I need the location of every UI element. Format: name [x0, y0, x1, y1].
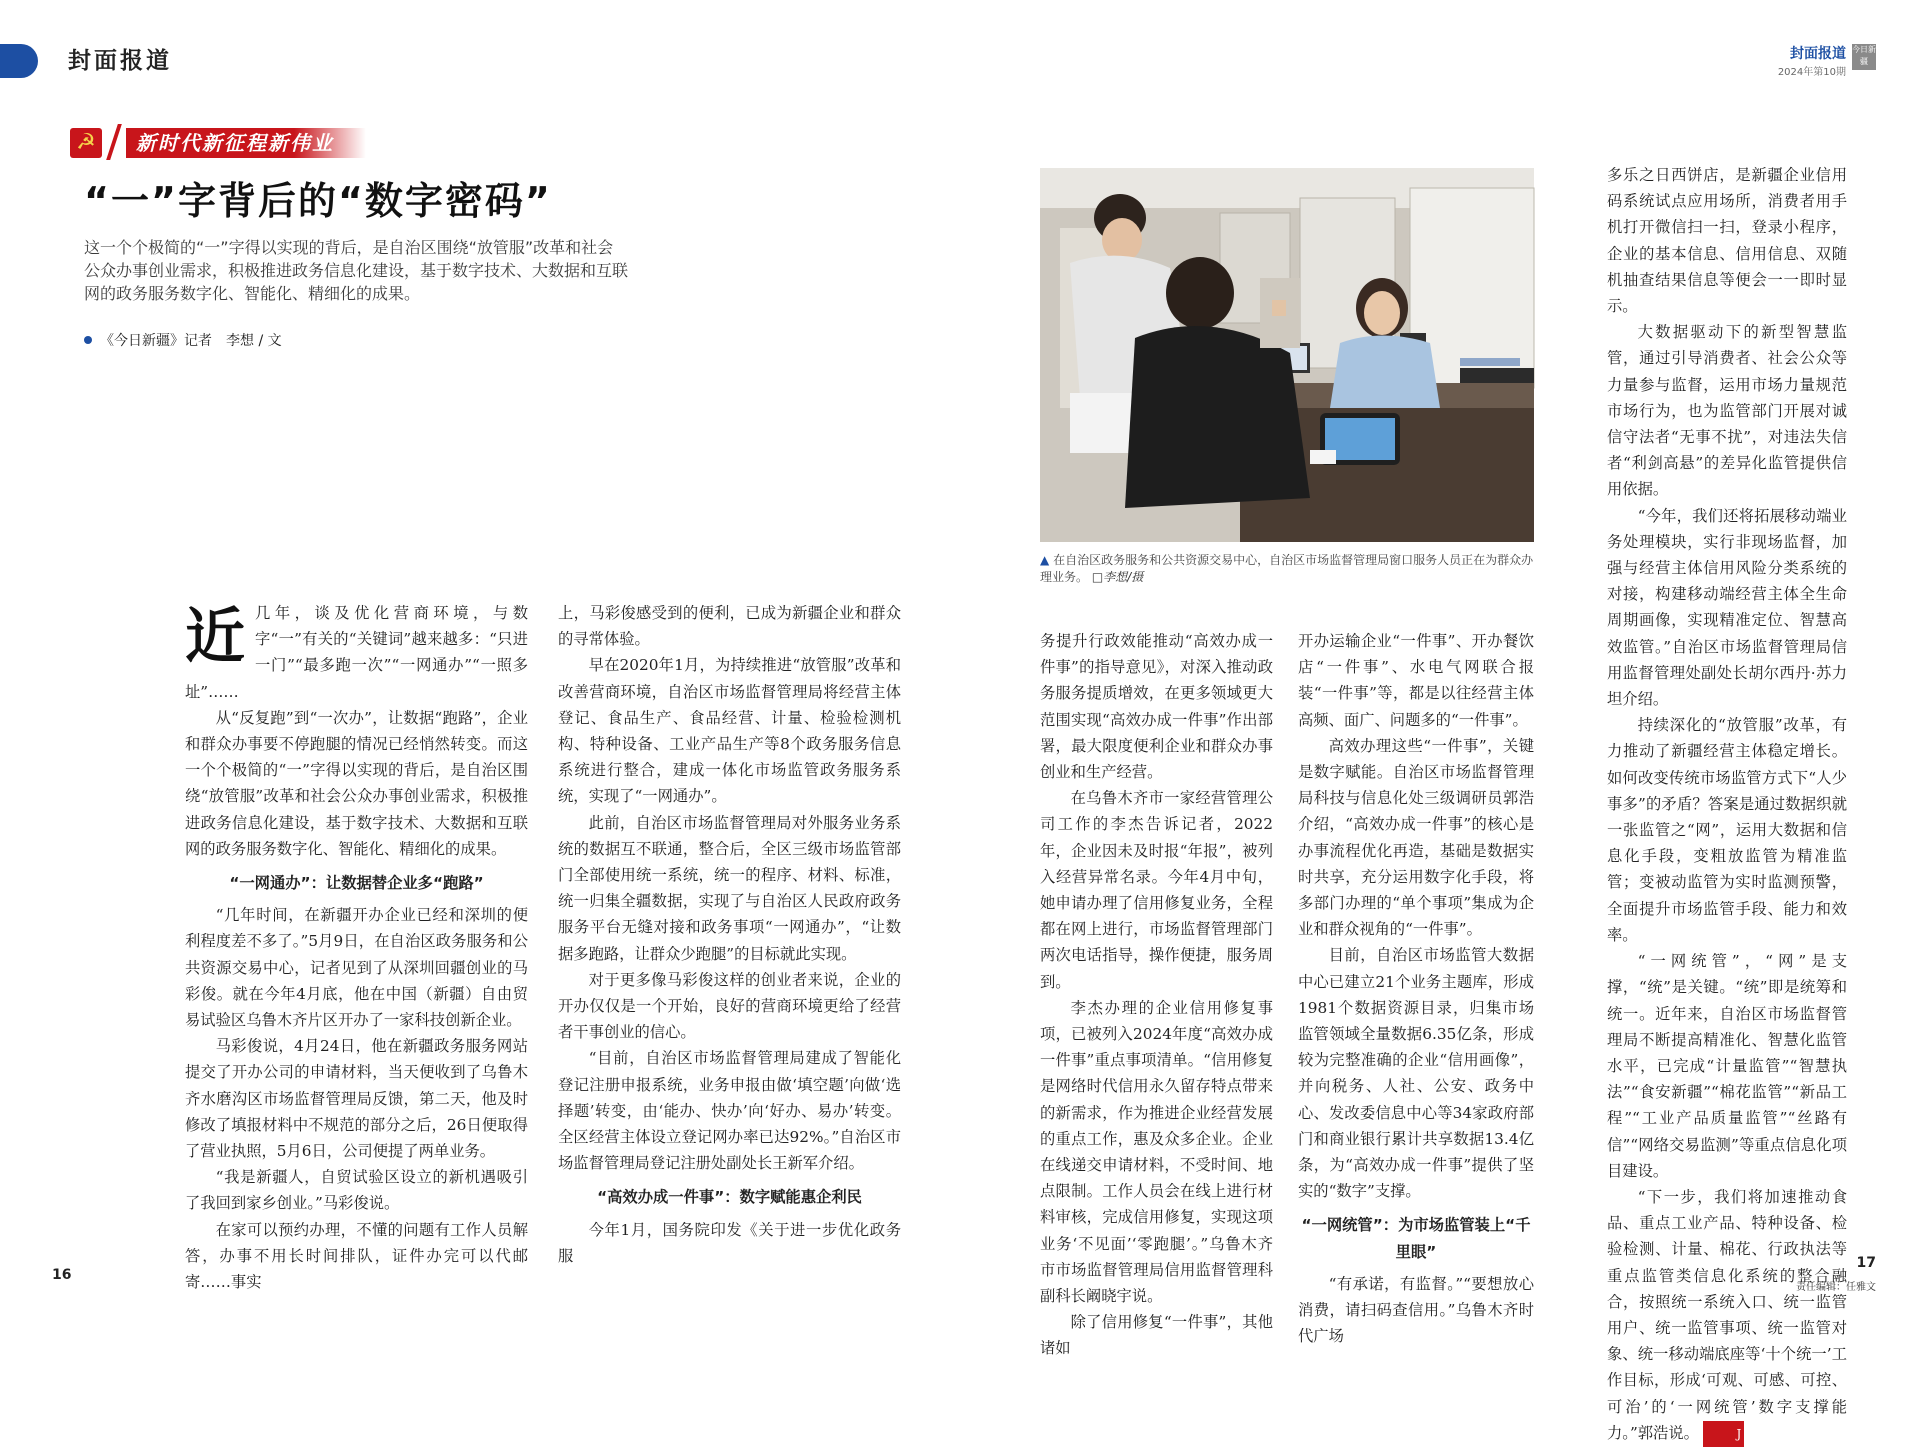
page-number-right: 17 [1856, 1255, 1876, 1271]
page-number-left: 16 [52, 1267, 72, 1283]
byline: 《今日新疆》记者 李想 / 文 [84, 330, 282, 350]
section-label: 封面报道 [68, 47, 172, 74]
paragraph: 从“反复跑”到“一次办”，让数据“跑路”，企业和群众办事要不停跑腿的情况已经悄然转变。而这一个个极简的“一”字得以实现的背后，是自治区围绕“放管服”改革和社会公众办事创业需求，积极推进政务信息化建设，基于数字技术、大数据和互联网的政务服务数字化、智能化、精细化的成果。 [185, 708, 528, 858]
tag-divider [106, 124, 122, 160]
subheading: “一网统管”：为市场监管装上“千里眼” [1301, 1216, 1531, 1261]
left-column-1 [185, 600, 528, 1295]
paragraph: 在乌鲁木齐市一家经营管理公司工作的李杰告诉记者，2022年，企业因未及时报“年报”，被列入经营异常名录。今年4月中旬，她申请办理了信用修复业务，全程都在网上进行，市场监督管理部门两次电话指导，操作便捷，服务周到。 [1040, 789, 1273, 991]
paragraph: 马彩俊说，4月24日，他在新疆政务服务网站提交了开办公司的申请材料，当天便收到了乌鲁木齐水磨沟区市场监督管理局反馈，第二天，他及时修改了填报材料中不规范的部分之后，26日便取得了营业执照，5月6日，公司便提了两单业务。 [185, 1037, 528, 1161]
paragraph: “一网统管”，“网”是支撑，“统”是关键。“统”即是统筹和统一。近年来，自治区市场监督管理局不断提高精准化、智慧化监管水平，已完成“计量监管”“智慧执法”“食安新疆”“棉花监管”“新品工程”“工业产品质量监管”“丝路有信”“网络交易监测”等重点信息化项目建设。 [1607, 952, 1847, 1180]
byline-dot-icon [84, 336, 92, 344]
section-tab-marker [0, 44, 38, 78]
paragraph: “下一步，我们将加速推动食品、重点工业产品、特种设备、检验检测、计量、棉花、行政执法等重点监管类信息化系统的整合融合，按照统一系统入口、统一监管用户、统一监管事项、统一监管对象、统一移动端底座等‘十个统一’工作目标，形成‘可观、可感、可控、可治’的‘一网统管’数字支撑能力。”郭浩说。 J [1607, 1184, 1847, 1447]
paragraph: 目前，自治区市场监管大数据中心已建立21个业务主题库，形成1981个数据资源目录，归集市场监管领域全量数据6.35亿条，形成较为完整准确的企业“信用画像”，并向税务、人社、公安、政务中心、发改委信息中心等34家政府部门和商业银行累计共享数据13.4亿条，为“高效办成一件事”提供了坚实的“数字”支撑。 [1298, 946, 1534, 1201]
magazine-badge: 今日新疆 [1852, 44, 1876, 70]
paragraph: 高效办理这些“一件事”，关键是数字赋能。自治区市场监督管理局科技与信息化处三级调研员郭浩介绍，“高效办成一件事”的核心是办事流程优化再造，基础是数据实时共享，充分运用数字化手段，将多部门办理的“单个事项”集成为企业和群众视角的“一件事”。 [1298, 736, 1534, 939]
paragraph: 此前，自治区市场监督管理局对外服务业务系统的数据互不联通，整合后，全区三级市场监管部门全部使用统一系统，统一的程序、材料、标准，统一归集全疆数据，实现了与自治区人民政府政务服务平台无缝对接和政务事项“一网通办”，“让数据多跑路，让群众少跑腿”的目标就此实现。 [558, 813, 901, 963]
paragraph: “目前，自治区市场监督管理局建成了智能化登记注册申报系统，业务申报由做‘填空题’向做‘选择题’转变，由‘能办、快办’向‘好办、易办’转变。全区经营主体设立登记网办率已达92%。”自治区市场监督管理局登记注册处副处长王新军介绍。 [558, 1049, 901, 1173]
paragraph: 务提升行政效能推动“高效办成一件事”的指导意见》，对深入推动政务服务提质增效，在更多领域更大范围实现“高效办成一件事”作出部署，最大限度便利企业和群众办事创业和生产经营。 [1040, 632, 1273, 782]
header-issue: 2024年第10期 [1777, 67, 1846, 78]
photo-caption: ▲ 在自治区政务服务和公共资源交易中心，自治区市场监督管理局窗口服务人员正在为群众办理业务。 □李想/摄 [1040, 553, 1534, 584]
paragraph: 上，马彩俊感受到的便利，已成为新疆企业和群众的寻常体验。 [558, 604, 901, 649]
right-column-3 [1607, 162, 1847, 1447]
paragraph: “今年，我们还将拓展移动端业务处理模块，实行非现场监督，加强与经营主体信用风险分类系统的对接，构建移动端经营主体全生命周期画像，实现精准定位、智慧高效监管。”自治区市场监督管理局信用监督管理处副处长胡尔西丹·苏力坦介绍。 [1607, 506, 1847, 709]
paragraph: 对于更多像马彩俊这样的创业者来说，企业的开办仅仅是一个开始，良好的营商环境更给了经营者干事创业的信心。 [558, 970, 901, 1042]
header-title: 封面报道 [1790, 46, 1846, 62]
article-headline: “一”字背后的“数字密码” [84, 179, 552, 223]
running-header [1778, 43, 1846, 78]
drop-cap: 近 [185, 602, 245, 672]
paragraph: “几年时间，在新疆开办企业已经和深圳的便利程度差不多了。”5月9日，在自治区政务服务和公共资源交易中心，记者见到了从深圳回疆创业的马彩俊。就在今年4月底，他在中国（新疆）自由贸易试验区乌鲁木齐片区开办了一家科技创新企业。 [185, 906, 528, 1030]
paragraph: “有承诺，有监督。”“要想放心消费，请扫码查信用。”乌鲁木齐时代广场 [1298, 1274, 1534, 1346]
column-tag: 新时代新征程新伟业 [126, 128, 366, 158]
editor-credit: 责任编辑：任雅文 [1796, 1282, 1876, 1293]
paragraph: 持续深化的“放管服”改革，有力推动了新疆经营主体稳定增长。如何改变传统市场监管方式下“人少事多”的矛盾？答案是通过数据织就一张监管之“网”，运用大数据和信息化手段，变粗放监管为精准监管；变被动监管为实时监测预警，全面提升市场监管手段、能力和效率。 [1607, 716, 1847, 944]
left-page [0, 0, 960, 1307]
subheading: “一网通办”：让数据替企业多“跑路” [229, 874, 484, 893]
paragraph: 在家可以预约办理，不懂的问题有工作人员解答，办事不用长时间排队，证件办完可以代邮寄……事实 [185, 1220, 528, 1292]
paragraph: 今年1月，国务院印发《关于进一步优化政务服 [558, 1220, 901, 1265]
paragraph: 早在2020年1月，为持续推进“放管服”改革和改善营商环境，自治区市场监督管理局将经营主体登记、食品生产、食品经营、计量、检验检测机构、特种设备、工业产品生产等8个政务服务信息系统进行整合，建成一体化市场监管政务服务系统，实现了“一网通办”。 [558, 656, 901, 806]
paragraph: 大数据驱动下的新型智慧监管，通过引导消费者、社会公众等力量参与监督，运用市场力量规范市场行为，也为监管部门开展对诚信守法者“无事不扰”，对违法失信者“利剑高悬”的差异化监管提供信用依据。 [1607, 323, 1847, 499]
right-column-2 [1298, 628, 1534, 1349]
photo-illustration [1040, 168, 1534, 542]
caption-triangle-icon: ▲ [1040, 553, 1050, 567]
right-column-1 [1040, 628, 1273, 1362]
left-column-2 [558, 600, 901, 1269]
photo-credit: □李想/摄 [1091, 570, 1144, 584]
paragraph: 开办运输企业“一件事”、开办餐饮店“一件事”、水电气网联合报装“一件事”等，都是以往经营主体高频、面广、问题多的“一件事”。 [1298, 632, 1534, 729]
paragraph: 除了信用修复“一件事”，其他诸如 [1040, 1313, 1273, 1358]
article-lead: 这一个个极简的“一”字得以实现的背后，是自治区围绕“放管服”改革和社会公众办事创业需求，积极推进政务信息化建设，基于数字技术、大数据和互联网的政务服务数字化、智能化、精细化的成果。 [84, 238, 629, 303]
paragraph: 几年，谈及优化营商环境，与数字“一”有关的“关键词”越来越多：“只进一门”“最多跑一次”“一网通办”“一照多址”…… [185, 604, 528, 701]
party-emblem-icon: ☭ [70, 128, 102, 158]
article-end-mark: J [1703, 1421, 1744, 1447]
paragraph: 李杰办理的企业信用修复事项，已被列入2024年度“高效办成一件事”重点事项清单。“信用修复是网络时代信用永久留存特点带来的新需求，作为推进企业经营发展的重点工作，惠及众多企业。企业在线递交申请材料，不受时间、地点限制。工作人员会在线上进行材料审核，完成信用修复，实现这项业务‘不见面’‘零跑腿’。”乌鲁木齐市市场监督管理局信用监督管理科副科长阚晓宇说。 [1040, 998, 1273, 1306]
subheading: “高效办成一件事”：数字赋能惠企利民 [597, 1188, 862, 1207]
right-page [960, 0, 1920, 1442]
paragraph: “我是新疆人，自贸试验区设立的新机遇吸引了我回到家乡创业。”马彩俊说。 [185, 1168, 528, 1213]
news-photo [1040, 168, 1534, 542]
paragraph: 多乐之日西饼店，是新疆企业信用码系统试点应用场所，消费者用手机打开微信扫一扫，登录小程序，企业的基本信息、信用信息、双随机抽查结果信息等便会一一即时显示。 [1607, 166, 1847, 316]
